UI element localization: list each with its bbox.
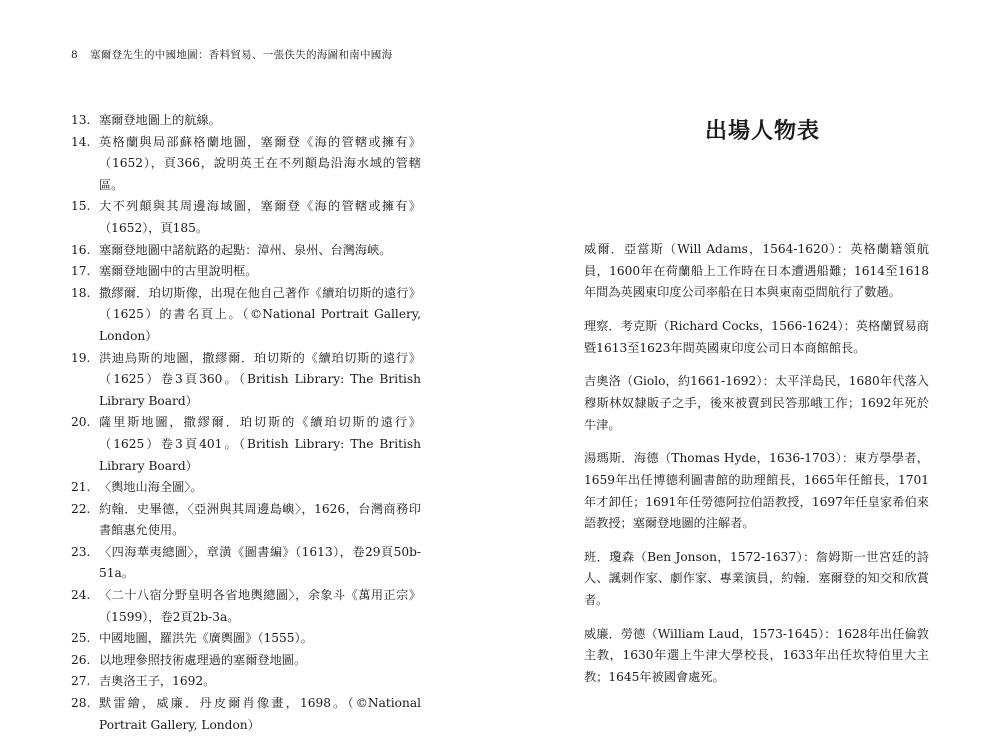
person-entry: 理察．考克斯（Richard Cocks，1566-1624）：英格蘭貿易商暨1613至1623年間英國東印度公司日本商館館長。 <box>584 318 929 355</box>
note-item <box>71 628 421 650</box>
note-text: 〈輿地山海全圖〉。 <box>99 480 203 495</box>
note-text: 大不列顛與其周邊海域圖，塞爾登《海的管轄或擁有》（1652），頁185。 <box>99 199 421 235</box>
note-number: 20. <box>71 415 91 430</box>
note-item <box>71 542 421 585</box>
note-text: 中國地圖，羅洪先《廣輿圖》（1555）。 <box>99 631 313 646</box>
note-text: 吉奧洛王子，1692。 <box>99 674 216 689</box>
note-text: 塞爾登地圖上的航線。 <box>99 113 221 127</box>
note-text: 薩里斯地圖，撒繆爾．珀切斯的《續珀切斯的遠行》（1625）卷3頁401。（British Library: The British Library Board） <box>99 415 421 473</box>
figure-list <box>71 110 421 736</box>
note-number: 26. <box>71 652 91 667</box>
note-text: 英格蘭與局部蘇格蘭地圖，塞爾登《海的管轄或擁有》（1652），頁366，說明英王在不列顛島沿海水域的管轄區。 <box>99 134 421 192</box>
note-text: 〈四海華夷總圖〉，章潢《圖書編》（1613），卷29頁50b-51a。 <box>99 544 421 581</box>
note-number: 24. <box>71 588 91 603</box>
page-number: 8 <box>71 49 78 61</box>
note-text: 〈二十八宿分野皇明各省地輿總圖〉，余象斗《萬用正宗》（1599），卷2頁2b-3a。 <box>99 588 421 624</box>
note-number: 25. <box>71 631 91 646</box>
section-title: 出場人物表 <box>704 118 820 144</box>
note-number: 13. <box>71 113 91 127</box>
person-list <box>584 239 929 689</box>
note-number: 15. <box>71 199 91 214</box>
book-title: 塞爾登先生的中國地圖：香料貿易、一張佚失的海圖和南中國海 <box>89 49 393 61</box>
running-head <box>71 47 392 62</box>
note-item <box>71 132 421 197</box>
note-number: 18. <box>71 285 91 300</box>
note-text: 以地理參照技術處理過的塞爾登地圖。 <box>99 652 307 667</box>
note-text: 約翰．史畢德，〈亞洲與其周邊島嶼〉，1626，台灣商務印書館惠允使用。 <box>99 501 421 538</box>
note-number: 23. <box>71 544 91 559</box>
note-number: 14. <box>71 134 91 149</box>
note-number: 22. <box>71 501 91 516</box>
note-item <box>71 650 421 672</box>
note-number: 17. <box>71 264 91 279</box>
person-entry: 吉奧洛（Giolo，約1661-1692）：太平洋島民，1680年代落入穆斯林奴隸販子之手，後來被賣到民答那峨工作；1692年死於牛津。 <box>584 374 929 432</box>
note-item <box>71 240 421 262</box>
note-item <box>71 585 421 628</box>
person-entry: 威爾．亞當斯（Will Adams，1564-1620）：英格蘭籍領航員，1600年在荷蘭船上工作時在日本遭遇船難；1614至1618年間為英國東印度公司率船在日本與東南亞間航行了數趟。 <box>584 242 929 300</box>
note-number: 28. <box>71 696 91 711</box>
note-text: 默雷繪，威廉．丹皮爾肖像畫，1698。（©National Portrait Gallery, London） <box>99 696 421 732</box>
note-number: 21. <box>71 480 91 495</box>
note-text: 撒繆爾．珀切斯像，出現在他自己著作《續珀切斯的遠行》（1625）的書名頁上。（©National Portrait Gallery, London） <box>99 285 421 343</box>
note-item <box>71 499 421 542</box>
person-entry: 湯瑪斯．海德（Thomas Hyde，1636-1703）：東方學學者，1659年出任博德利圖書館的助理館長，1665年任館長，1701年才卸任；1691年任勞德阿拉伯語教授，1697年任皇家希伯來語教授；塞爾登地圖的注解者。 <box>584 451 929 531</box>
note-item <box>71 283 421 348</box>
note-item <box>71 261 421 283</box>
note-number: 27. <box>71 674 91 689</box>
note-item <box>71 693 421 736</box>
note-item <box>71 110 421 132</box>
note-number: 16. <box>71 242 91 257</box>
note-number: 19. <box>71 350 91 365</box>
person-entry: 班．瓊森（Ben Jonson，1572-1637）：詹姆斯一世宮廷的詩人、諷刺作家、劇作家、專業演員，約翰．塞爾登的知交和欣賞者。 <box>584 549 929 608</box>
note-text: 洪迪烏斯的地圖，撒繆爾．珀切斯的《續珀切斯的遠行》（1625）卷3頁360。（British Library: The British Library Board） <box>99 350 421 408</box>
dramatis-personae <box>584 110 929 701</box>
note-text: 塞爾登地圖中的古里說明框。 <box>99 264 258 279</box>
person-entry: 威廉．勞德（William Laud，1573-1645）：1628年出任倫敦主教，1630年選上牛津大學校長，1633年出任坎特伯里大主教；1645年被國會處死。 <box>584 626 929 685</box>
note-item <box>71 477 421 499</box>
note-item <box>71 412 421 477</box>
note-item <box>71 196 421 239</box>
note-item <box>71 348 421 413</box>
note-item <box>71 671 421 693</box>
note-text: 塞爾登地圖中諸航路的起點：漳州、泉州、台灣海峽。 <box>99 242 392 257</box>
